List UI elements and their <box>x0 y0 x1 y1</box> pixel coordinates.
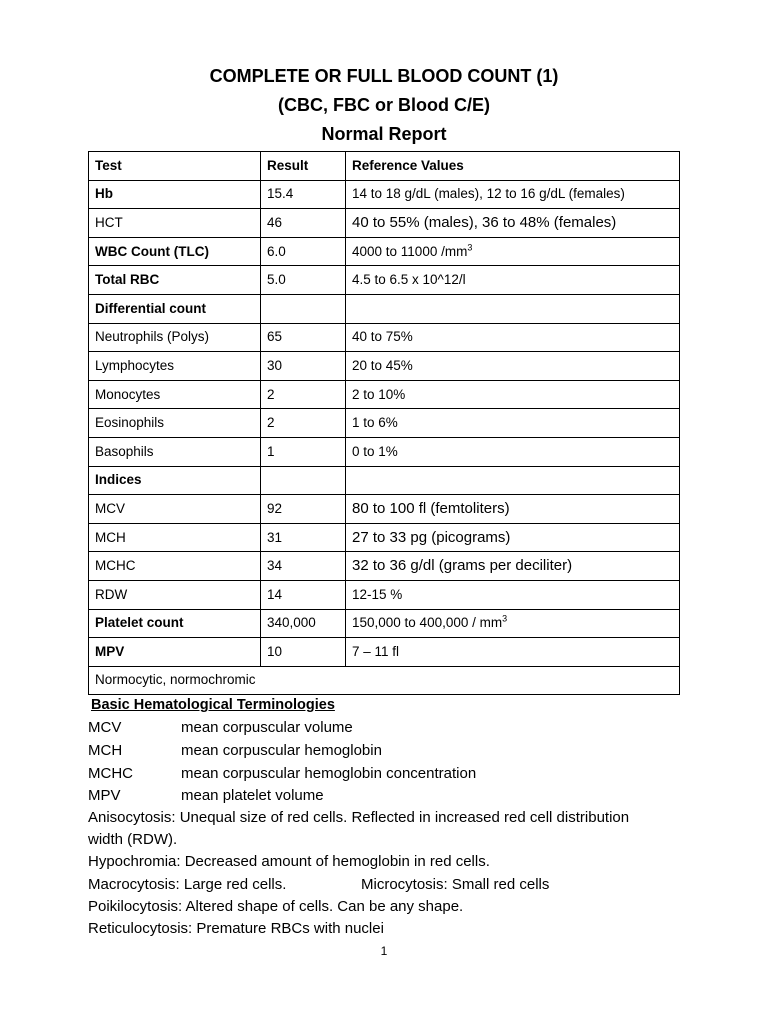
table-footer-note: Normocytic, normochromic <box>89 666 680 695</box>
term-abbr: MCH <box>88 742 123 759</box>
header-reference: Reference Values <box>346 152 680 181</box>
test-reference <box>346 609 680 638</box>
term-meaning: mean corpuscular volume <box>181 719 353 736</box>
table-row <box>89 266 680 295</box>
test-reference: 7 – 11 fl <box>346 638 680 667</box>
blood-count-table <box>88 151 680 695</box>
test-result: 2 <box>261 409 346 438</box>
terminology-heading: Basic Hematological Terminologies <box>91 697 335 713</box>
table-header-row <box>89 152 680 181</box>
report-subtitle: (CBC, FBC or Blood C/E) <box>278 95 490 115</box>
test-name: Platelet count <box>89 609 261 638</box>
table-row <box>89 638 680 667</box>
test-reference <box>346 237 680 266</box>
test-result: 92 <box>261 495 346 524</box>
superscript: 3 <box>467 242 473 253</box>
test-result: 34 <box>261 552 346 581</box>
table-row <box>89 409 680 438</box>
test-name: Neutrophils (Polys) <box>89 323 261 352</box>
table-row <box>89 466 680 495</box>
term-meaning: mean corpuscular hemoglobin <box>181 742 382 759</box>
test-result: 6.0 <box>261 237 346 266</box>
test-name: MPV <box>89 638 261 667</box>
table-row <box>89 380 680 409</box>
anisocytosis-line-1: Anisocytosis: Unequal size of red cells. Reflected in increased red cell distribution <box>88 809 630 826</box>
table-row <box>89 237 680 266</box>
test-reference: 2 to 10% <box>346 380 680 409</box>
test-reference: 27 to 33 pg (picograms) <box>346 523 680 552</box>
test-reference: 12-15 % <box>346 580 680 609</box>
header-result: Result <box>261 152 346 181</box>
table-row <box>89 523 680 552</box>
macrocytosis-definition: Macrocytosis: Large red cells. <box>88 876 287 893</box>
table-footer-row <box>89 666 680 695</box>
test-reference: 14 to 18 g/dL (males), 12 to 16 g/dL (females) <box>346 180 680 209</box>
page-number: 1 <box>380 944 388 958</box>
term-meaning: mean corpuscular hemoglobin concentration <box>181 765 477 782</box>
test-name: Total RBC <box>89 266 261 295</box>
test-reference: 1 to 6% <box>346 409 680 438</box>
reference-text: 150,000 to 400,000 / mm <box>352 615 503 631</box>
table-row <box>89 580 680 609</box>
test-reference: 32 to 36 g/dl (grams per deciliter) <box>346 552 680 581</box>
test-name: MCV <box>89 495 261 524</box>
test-name: Eosinophils <box>89 409 261 438</box>
microcytosis-definition: Microcytosis: Small red cells <box>361 876 550 893</box>
test-name: WBC Count (TLC) <box>89 237 261 266</box>
test-reference: 80 to 100 fl (femtoliters) <box>346 495 680 524</box>
test-result: 15.4 <box>261 180 346 209</box>
table-row <box>89 352 680 381</box>
hypochromia-definition: Hypochromia: Decreased amount of hemoglobin in red cells. <box>88 853 490 870</box>
table-row <box>89 495 680 524</box>
term-abbr: MCV <box>88 719 122 736</box>
test-reference: 20 to 45% <box>346 352 680 381</box>
reticulocytosis-definition: Reticulocytosis: Premature RBCs with nuclei <box>88 920 384 937</box>
test-name: Basophils <box>89 437 261 466</box>
test-name: MCHC <box>89 552 261 581</box>
test-result: 31 <box>261 523 346 552</box>
term-item <box>88 719 353 736</box>
test-name: Differential count <box>89 294 261 323</box>
table-row <box>89 180 680 209</box>
test-reference: 0 to 1% <box>346 437 680 466</box>
test-name: Lymphocytes <box>89 352 261 381</box>
report-title: COMPLETE OR FULL BLOOD COUNT (1) <box>209 66 559 86</box>
test-result: 46 <box>261 209 346 238</box>
table-row <box>89 209 680 238</box>
test-result: 5.0 <box>261 266 346 295</box>
table-row <box>89 294 680 323</box>
reference-text: 4000 to 11000 /mm <box>352 243 468 259</box>
term-abbr: MPV <box>88 787 121 804</box>
test-name: RDW <box>89 580 261 609</box>
table-row <box>89 437 680 466</box>
test-result: 2 <box>261 380 346 409</box>
header-test: Test <box>89 152 261 181</box>
test-name: Indices <box>89 466 261 495</box>
test-result: 340,000 <box>261 609 346 638</box>
test-result: 65 <box>261 323 346 352</box>
table-row <box>89 609 680 638</box>
table-row <box>89 552 680 581</box>
test-name: Monocytes <box>89 380 261 409</box>
test-reference: 40 to 75% <box>346 323 680 352</box>
test-reference: 4.5 to 6.5 x 10^12/l <box>346 266 680 295</box>
test-name: HCT <box>89 209 261 238</box>
term-item <box>88 742 382 759</box>
test-name: MCH <box>89 523 261 552</box>
superscript: 3 <box>502 613 508 624</box>
term-item <box>88 787 324 804</box>
test-reference: 40 to 55% (males), 36 to 48% (females) <box>346 209 680 238</box>
table-row <box>89 323 680 352</box>
test-name: Hb <box>89 180 261 209</box>
anisocytosis-line-2: width (RDW). <box>88 831 178 848</box>
test-result <box>261 466 346 495</box>
term-item <box>88 765 476 782</box>
term-abbr: MCHC <box>88 765 133 782</box>
test-result: 30 <box>261 352 346 381</box>
poikilocytosis-definition: Poikilocytosis: Altered shape of cells. Can be any shape. <box>88 898 464 915</box>
test-reference <box>346 466 680 495</box>
test-result: 14 <box>261 580 346 609</box>
test-result <box>261 294 346 323</box>
test-result: 10 <box>261 638 346 667</box>
report-type: Normal Report <box>321 124 447 144</box>
term-meaning: mean platelet volume <box>181 787 324 804</box>
test-reference <box>346 294 680 323</box>
test-result: 1 <box>261 437 346 466</box>
